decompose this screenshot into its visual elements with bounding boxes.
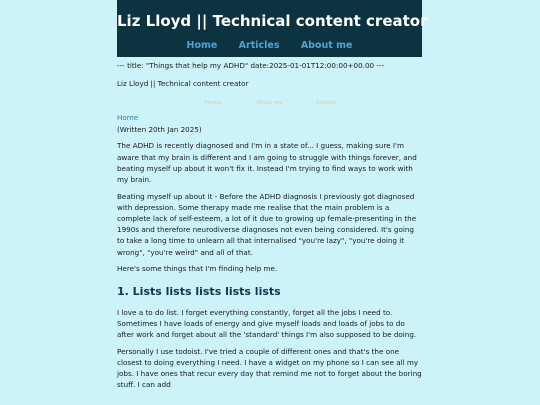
nav-home-link[interactable]: Home [186,40,218,51]
site-nav [117,40,422,52]
page [117,0,428,405]
section-heading: 1. Lists lists lists lists lists [117,284,281,298]
paragraph: Beating myself up about it - Before the ADHD diagnosis I previously got diagnosed with depression. Some therapy made me realise that the main problem is a complete lack of self-esteem, a lot of it due to growing up female-presenting in the 1990s and therefore neurodiverse diagnoses not even being considered. It's going to take a long time to unlearn all that internalised "you're lazy", "you're doing it wrong", "you're weird" and all of that. [117,191,417,257]
faint-nav-about[interactable]: About me [256,100,283,107]
frontmatter-text: --- title: "Things that help my ADHD" date:2025-01-01T12:00:00+00.00 --- [117,61,385,70]
paragraph: Here's some things that I'm finding help me. [117,264,278,274]
site-subtitle: Liz Lloyd || Technical content creator [117,79,249,89]
nav-articles-link[interactable]: Articles [238,40,280,51]
faint-nav-articles[interactable]: Articles [316,100,337,107]
nav-about-link[interactable]: About me [300,40,353,51]
home-link[interactable]: Home [117,113,139,123]
paragraph: The ADHD is recently diagnosed and I'm in a state of... I guess, making sure I'm aware that my brain is different and I am going to struggle with things forever, and beating myself up about it won't fix it. Instead I'm trying to find ways to work with my brain. [117,141,417,184]
faint-nav-home[interactable]: Home [205,100,222,107]
site-header [117,0,428,57]
written-date: (Written 20th Jan 2025) [117,124,202,134]
paragraph: I love a to do list. I forget everything constantly, forget all the jobs I need to. Sometimes I have loads of energy and give myself loads and loads of jobs to do after work and forget about all the 'standard' things I'm also supposed to be doing. [117,307,417,339]
faint-nav [117,98,423,108]
paragraph: Personally I use todoist. I've tried a couple of different ones and that's the one closest to doing everything I need. I have a widget on my phone so I can see all my jobs. I have ones that recur every day that remind me not to forget about the boring stuff. I can add [117,346,422,390]
article-content [117,60,423,390]
site-title: Liz Lloyd || Technical content creator [117,12,428,30]
